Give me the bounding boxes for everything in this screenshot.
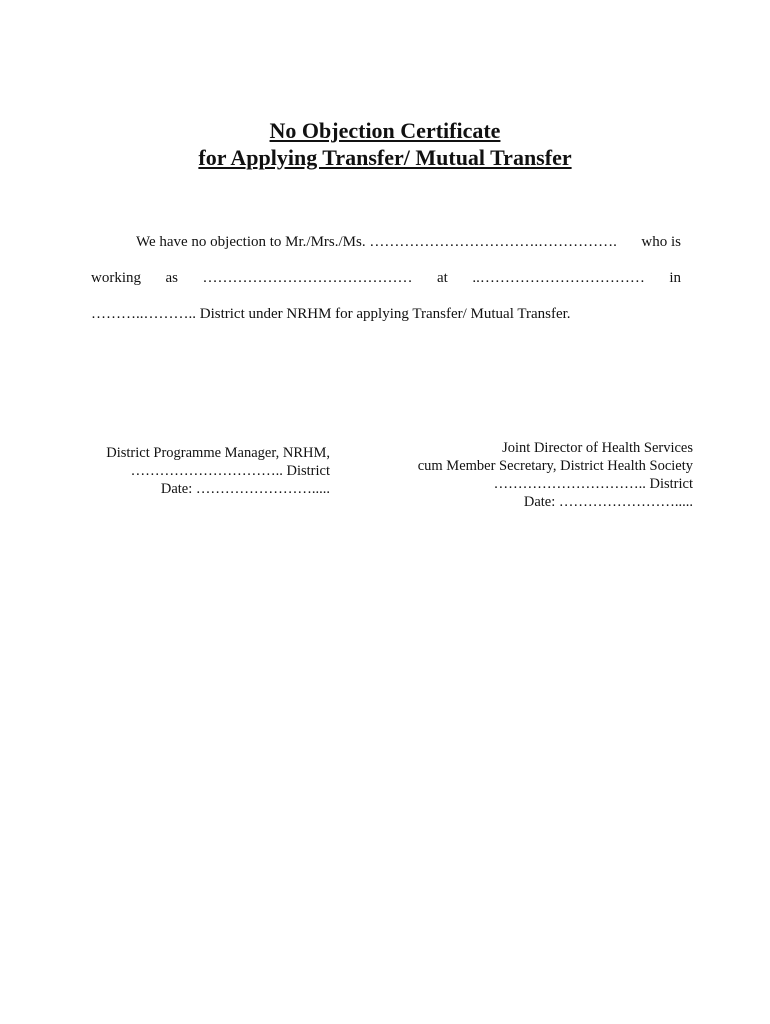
body-line-1 [136, 234, 681, 251]
body-line-2 [91, 270, 681, 287]
working-text: working [91, 270, 141, 286]
right-date-line: Date: ……………………..... [523, 494, 693, 510]
objection-statement: We have no objection to Mr./Mrs./Ms. …………………………….……………. [136, 234, 617, 250]
body-line-3: ………..……….. District under NRHM for applying Transfer/ Mutual Transfer. [91, 306, 571, 322]
right-signatory-subtitle: cum Member Secretary, District Health Society [417, 458, 693, 474]
place-blank: ..…………………………… [472, 270, 645, 286]
right-signature-block [380, 439, 693, 511]
left-signatory-title: District Programme Manager, NRHM, [106, 445, 330, 461]
right-signatory-title: Joint Director of Health Services [502, 440, 693, 456]
left-district-line: ………………………….. District [130, 463, 330, 479]
right-district-line: ………………………….. District [493, 476, 693, 492]
left-signature-block [90, 444, 330, 498]
at-text: at [437, 270, 448, 286]
who-is-text: who is [641, 234, 681, 250]
left-date-line: Date: ……………………..... [160, 481, 330, 497]
in-text: in [669, 270, 681, 286]
certificate-title: No Objection Certificate [269, 118, 501, 143]
certificate-subtitle: for Applying Transfer/ Mutual Transfer [198, 145, 572, 170]
designation-blank: …………………………………… [202, 270, 413, 286]
as-text: as [165, 270, 178, 286]
